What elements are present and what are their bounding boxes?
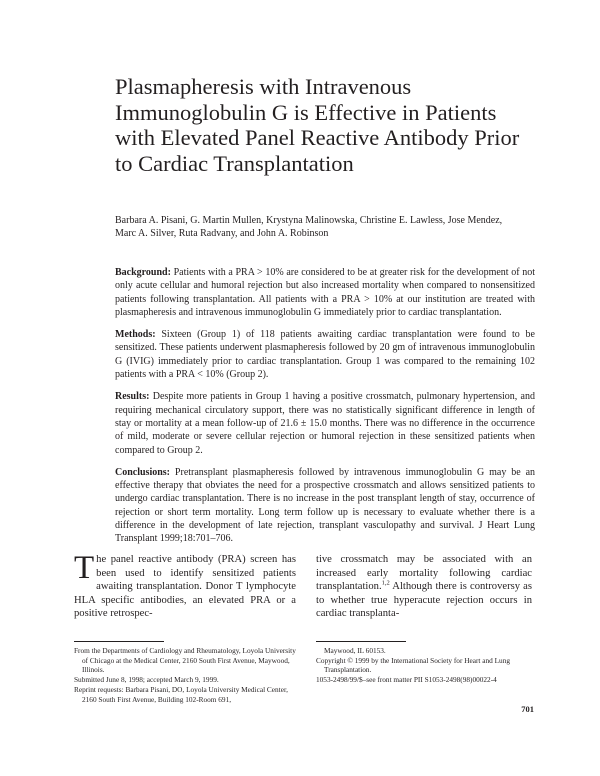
body-column-right <box>316 553 532 621</box>
footnotes-right <box>316 646 536 685</box>
conclusions-text: Pretransplant plasmapheresis followed by intravenous immunoglobulin G may be an effective therapy that obviates the need for a prospective crossmatch and allows sensitized patients to undergo cardiac transplantation. There is no increase in the post transplant length of stay, occurrence of rejection or short term mortality. Long term follow up is necessary to evaluate whether there is a difference in the development of late rejection, transplant vasculopathy and survival. J Heart Lung Transplant 1999;18:701–706. <box>115 466 536 545</box>
abstract <box>115 266 535 555</box>
reference-citation[interactable]: 1,2 <box>381 579 390 587</box>
footnote-reprint-continued: Maywood, IL 60153. <box>324 646 386 655</box>
abstract-methods <box>115 328 535 381</box>
footnote-copyright: Copyright © 1999 by the International Society for Heart and Lung Transplantation. <box>316 655 511 675</box>
methods-heading: Methods: <box>115 329 156 341</box>
footnote-dates: Submitted June 8, 1998; accepted March 9, 1999. <box>74 675 219 685</box>
body-column-left <box>74 550 296 621</box>
footnote-divider-left <box>74 641 164 642</box>
author-list: Barbara A. Pisani, G. Martin Mullen, Krystyna Malinowska, Christine E. Lawless, Jose Mendez, Marc A. Silver, Ruta Radvany, and John A. Robinson <box>115 215 503 240</box>
footnotes-left <box>74 646 300 704</box>
body-left-text: he panel reactive antibody (PRA) screen has been used to identify sensitized patients awaiting transplantation. Donor T lymphocyte HLA specific antibodies, an elevated PRA or a positive retrospec- <box>74 554 296 619</box>
background-heading: Background: <box>115 267 171 278</box>
results-text: Despite more patients in Group 1 having a positive crossmatch, pulmonary hypertension, and requiring mechanical circulatory support, there was no statistically significant difference in length of stay or mortality at a mean follow-up of 21.6 ± 15.0 months. There was no difference in the occurrence of mild, moderate or severe cellular rejection or humoral rejection in these sensitized patients when compared to Group 2. <box>115 391 535 456</box>
abstract-conclusions <box>115 466 535 546</box>
footnote-affiliation: From the Departments of Cardiology and Rheumatology, Loyola University of Chicago at the Medical Center, 2160 South First Avenue, Maywood, Illinois. <box>74 646 296 675</box>
footnote-reprint: Reprint requests: Barbara Pisani, DO, Loyola University Medical Center, 2160 South First Avenue, Building 102-Room 691, <box>74 684 288 704</box>
body-right-text-a: tive crossmatch may be associated with an increased early mortality following cardiac transplantation. <box>316 554 532 592</box>
drop-cap: T <box>74 550 95 586</box>
results-heading: Results: <box>115 391 150 403</box>
article-title: Plasmapheresis with Intravenous Immunoglobulin G is Effective in Patients with Elevated Panel Reactive Antibody Prior to Cardiac Transplantation <box>115 74 520 176</box>
abstract-results <box>115 390 535 456</box>
abstract-background <box>115 266 535 319</box>
methods-text: Sixteen (Group 1) of 118 patients awaiting cardiac transplantation were found to be sensitized. These patients underwent plasmapheresis followed by 20 gm of intravenous immunoglobulin G (IVIG) immediately prior to cardiac transplantation. Group 1 was compared to the remaining 102 patients with a PRA < 10% (Group 2). <box>115 329 535 381</box>
body-right-text-b: Although there is controversy as to whether true hyperacute rejection occurs in cardiac transplanta- <box>316 581 532 619</box>
background-text: Patients with a PRA > 10% are considered to be at greater risk for the development of not only acute cellular and humoral rejection but also increased mortality when compared to nonsensitized patients following transplantation. All patients with a PRA > 10% at our institution are treated with plasmapheresis and intravenous immunoglobulin G immediately prior to cardiac transplantation. <box>115 267 535 318</box>
footnote-divider-right <box>316 641 406 642</box>
page-number: 701 <box>521 704 534 714</box>
footnote-identifier: 1053-2498/99/$–see front matter PII S1053-2498(98)00022-4 <box>316 675 497 685</box>
conclusions-heading: Conclusions: <box>115 466 171 478</box>
